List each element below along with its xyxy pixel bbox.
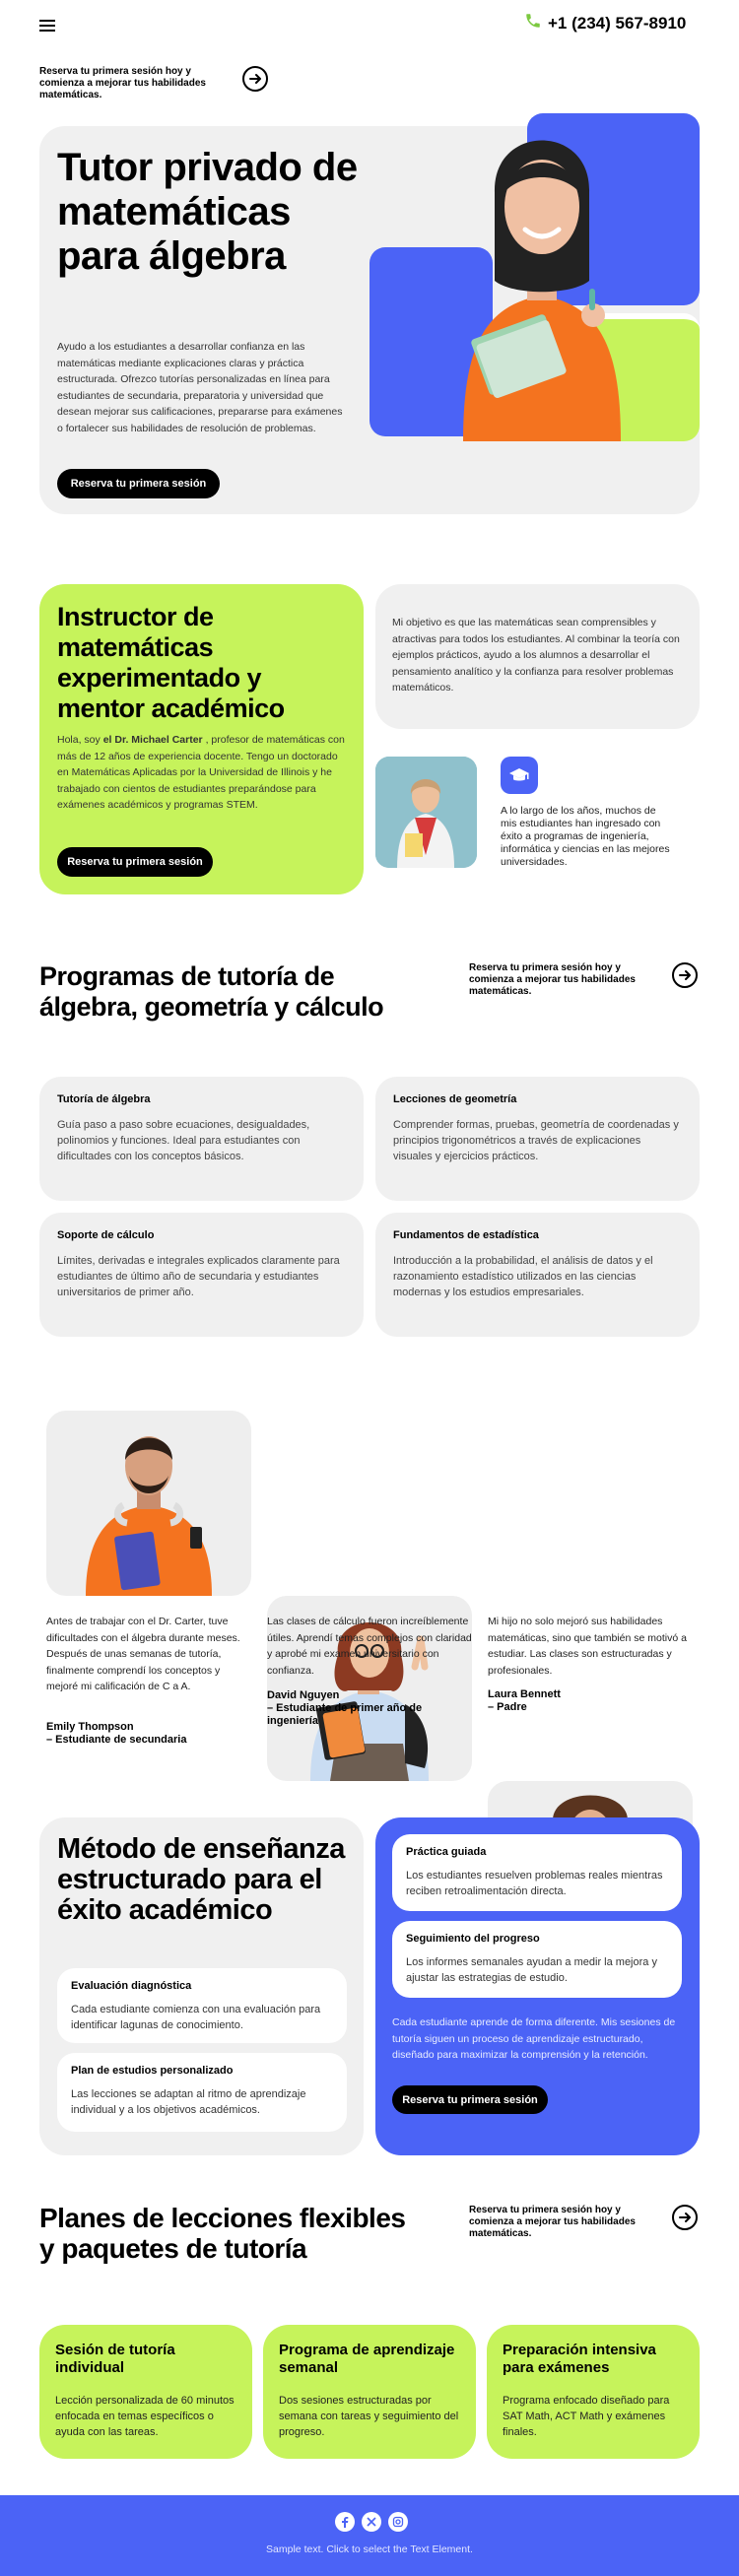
testimonial-text-2: Las clases de cálculo fueron increíblemente útiles. Aprendí temas complejos con claridad y aprobé mi examen universitario con confianza. <box>267 1616 472 1677</box>
program-card-geometry[interactable] <box>375 1077 700 1201</box>
hero-title: Tutor privado de matemáticas para álgebra <box>57 146 358 278</box>
program-card-statistics[interactable] <box>375 1213 700 1337</box>
about-intro <box>57 732 351 814</box>
hero-description: Ayudo a los estudiantes a desarrollar confianza en las matemáticas mediante explicaciones claras y práctica estructurada. Ofrezco tutorías personalizadas en línea para estudiantes de secundaria, preparatoria y universidad que desean mejorar sus calificaciones, prepararse para exámenes o fortalecer sus habilidades de resolución de problemas. <box>57 341 343 434</box>
programs-cta-arrow-button[interactable] <box>672 962 698 988</box>
about-book-button[interactable]: Reserva tu primera sesión <box>57 847 213 877</box>
testimonial-role-2: – Estudiante de primer año de ingeniería <box>267 1702 423 1727</box>
method-step-title: Seguimiento del progreso <box>406 1933 540 1945</box>
method-step-desc: Los estudiantes resuelven problemas reales mientras reciben retroalimentación directa. <box>406 1870 663 1897</box>
testimonial-photo-1 <box>46 1411 251 1596</box>
plan-desc: Lección personalizada de 60 minutos enfocada en temas específicos o ayuda con las tareas. <box>55 2395 235 2438</box>
plan-card-weekly[interactable] <box>263 2325 476 2459</box>
phone-contact[interactable] <box>524 12 686 34</box>
about-intro-name: el Dr. Michael Carter <box>102 734 203 746</box>
method-step-guided <box>392 1834 682 1911</box>
phone-number: +1 (234) 567-8910 <box>548 13 687 33</box>
program-card-calculus[interactable] <box>39 1213 364 1337</box>
method-step-desc: Cada estudiante comienza con una evaluación para identificar lagunas de conocimiento. <box>71 2004 321 2031</box>
facebook-icon[interactable] <box>335 2512 355 2532</box>
hero-image <box>370 113 700 441</box>
achievement-text: A lo largo de los años, muchos de mis estudiantes han ingresado con éxito a programas de ingeniería, informática y ciencias en las mejores universidades. <box>501 805 670 868</box>
method-step-plan <box>57 2053 347 2132</box>
program-desc: Introducción a la probabilidad, el análisis de datos y el razonamiento estadístico utilizados en las ciencias modernas y los estudios empresariales. <box>393 1255 653 1298</box>
method-book-button[interactable]: Reserva tu primera sesión <box>392 2085 548 2114</box>
arrow-right-icon <box>678 2211 692 2224</box>
arrow-right-icon <box>248 72 262 86</box>
plan-title: Preparación intensiva para exámenes <box>503 2342 656 2376</box>
hero-cta-text: Reserva tu primera sesión hoy y comienza a mejorar tus habilidades matemáticas. <box>39 66 206 100</box>
about-intro-prefix: Hola, soy <box>57 734 103 746</box>
footer <box>0 2495 739 2576</box>
program-title: Fundamentos de estadística <box>393 1229 539 1241</box>
testimonial-role-1: – Estudiante de secundaria <box>46 1734 187 1746</box>
arrow-right-icon <box>678 968 692 982</box>
hero-cta-arrow-button[interactable] <box>242 66 268 92</box>
method-step-diagnostic <box>57 1968 347 2043</box>
method-step-desc: Las lecciones se adaptan al ritmo de aprendizaje individual y a los objetivos académicos. <box>71 2088 306 2116</box>
method-step-progress <box>392 1921 682 1998</box>
method-step-desc: Los informes semanales ayudan a medir la mejora y ajustar las estrategias de estudio. <box>406 1956 657 1984</box>
testimonial-role-3: – Padre <box>488 1701 527 1713</box>
method-step-title: Plan de estudios personalizado <box>71 2065 234 2077</box>
method-step-title: Evaluación diagnóstica <box>71 1980 192 1992</box>
method-step-title: Práctica guiada <box>406 1846 487 1858</box>
testimonial-name-3: Laura Bennett <box>488 1688 561 1700</box>
about-intro-suffix: , profesor de matemáticas con más de 12 años de experiencia docente. Tengo un doctorado en Matemáticas Aplicadas por la Universidad de Illinois y he trabajado con cientos de estudiantes preparándose para exámenes académicos y programas STEM. <box>57 734 345 811</box>
program-title: Tutoría de álgebra <box>57 1093 151 1105</box>
hamburger-menu-icon[interactable] <box>39 18 55 32</box>
program-desc: Comprender formas, pruebas, geometría de coordenadas y principios trigonométricos a través de explicaciones visuales y ejercicios prácticos. <box>393 1119 679 1162</box>
programs-title: Programas de tutoría de álgebra, geometría y cálculo <box>39 961 384 1022</box>
testimonial-text-1: Antes de trabajar con el Dr. Carter, tuve dificultades con el álgebra durante meses. Después de unas semanas de tutoría, finalmente comprendí los conceptos y mejoré mi calificación de C a A. <box>46 1616 240 1692</box>
testimonial-name-1: Emily Thompson <box>46 1721 134 1733</box>
plan-desc: Programa enfocado diseñado para SAT Math, ACT Math y exámenes finales. <box>503 2395 670 2438</box>
program-title: Lecciones de geometría <box>393 1093 517 1105</box>
tutor-photo <box>375 757 477 868</box>
hero-book-button[interactable]: Reserva tu primera sesión <box>57 469 220 498</box>
plan-card-exam-prep[interactable] <box>487 2325 700 2459</box>
graduation-cap-icon <box>501 757 538 794</box>
method-title: Método de enseñanza estructurado para el éxito académico <box>57 1833 345 1926</box>
plan-card-individual[interactable] <box>39 2325 252 2459</box>
plan-desc: Dos sesiones estructuradas por semana con tareas y seguimiento del progreso. <box>279 2395 459 2438</box>
program-desc: Guía paso a paso sobre ecuaciones, desigualdades, polinomios y funciones. Ideal para estudiantes con dificultades con los conceptos básicos. <box>57 1119 310 1162</box>
programs-cta-text: Reserva tu primera sesión hoy y comienza a mejorar tus habilidades matemáticas. <box>469 962 636 997</box>
objective-text: Mi objetivo es que las matemáticas sean comprensibles y atractivas para todos los estudiantes. Al combinar la teoría con ejemplos prácticos, ayudo a los alumnos a desarrollar el pensamiento analítico y la confianza para resolver problemas matemáticos. <box>392 617 680 694</box>
student-with-books-illustration <box>424 113 660 441</box>
program-title: Soporte de cálculo <box>57 1229 155 1241</box>
testimonial-text-3: Mi hijo no solo mejoró sus habilidades matemáticas, sino que también se motivó a estudiar. Las clases son estructuradas y profesionales. <box>488 1616 687 1677</box>
about-title: Instructor de matemáticas experimentado y mentor académico <box>57 602 285 723</box>
plan-title: Sesión de tutoría individual <box>55 2342 175 2376</box>
plan-title: Programa de aprendizaje semanal <box>279 2342 455 2376</box>
program-desc: Límites, derivadas e integrales explicados claramente para estudiantes de último año de secundaria y estudiantes universitarios de primer año. <box>57 1255 340 1298</box>
method-note: Cada estudiante aprende de forma diferente. Mis sesiones de tutoría siguen un proceso de aprendizaje estructurado, diseñado para maximizar la comprensión y la retención. <box>392 2016 676 2061</box>
plans-title: Planes de lecciones flexibles y paquetes de tutoría <box>39 2203 406 2264</box>
instagram-icon[interactable] <box>388 2512 408 2532</box>
program-card-algebra[interactable] <box>39 1077 364 1201</box>
phone-icon <box>524 12 542 34</box>
footer-text[interactable]: Sample text. Click to select the Text Element. <box>266 2543 473 2555</box>
testimonial-name-2: David Nguyen <box>267 1689 340 1701</box>
social-links <box>335 2512 408 2532</box>
x-twitter-icon[interactable] <box>362 2512 381 2532</box>
plans-cta-arrow-button[interactable] <box>672 2205 698 2230</box>
plans-cta-text: Reserva tu primera sesión hoy y comienza a mejorar tus habilidades matemáticas. <box>469 2205 636 2239</box>
